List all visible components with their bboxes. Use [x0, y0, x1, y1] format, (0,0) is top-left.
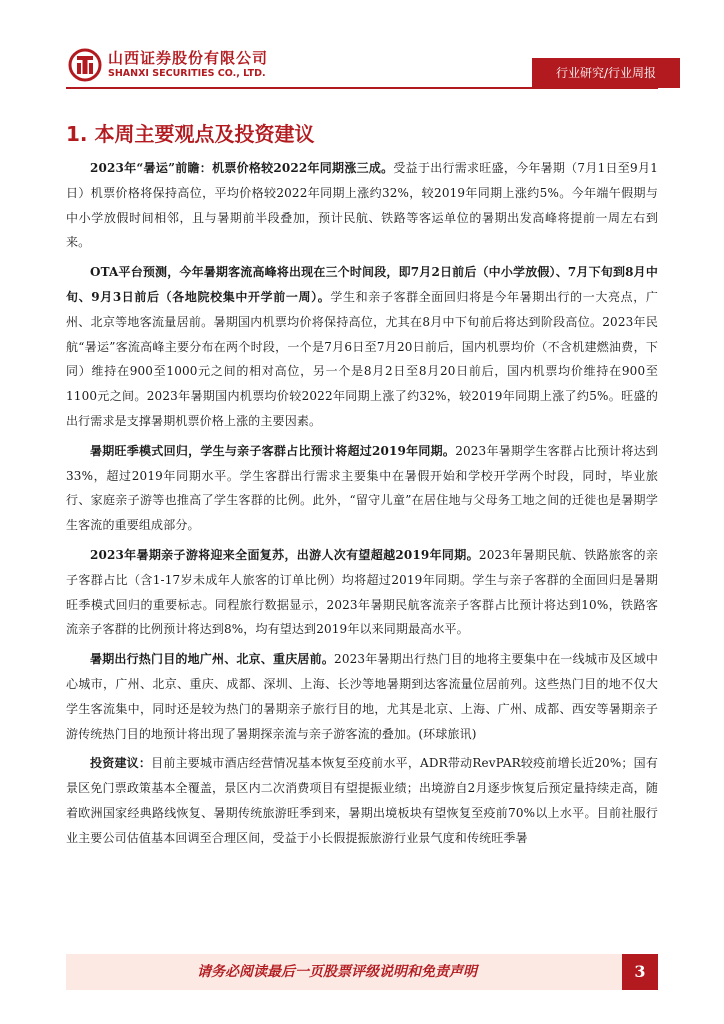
paragraph — [66, 543, 658, 642]
paragraph-text: 2023年暑期学生客群占比预计将达到33%，超过2019年同期水平。学生客群出行需求主要集中在暑假开始和学校开学两个时段，同时，毕业旅行、家庭亲子游等也推高了学生客群的比例。此外，“留守儿童”在居住地与父母务工地之间的迁徙也是暑期学生客流的重要组成部分。 — [66, 443, 658, 533]
header-divider — [66, 87, 658, 89]
company-name — [108, 49, 268, 81]
page-number: 3 — [622, 954, 658, 990]
paragraph-lead: 暑期出行热门目的地广州、北京、重庆居前。 — [90, 652, 335, 667]
paragraph-lead: 投资建议： — [90, 756, 152, 771]
paragraph — [66, 260, 658, 434]
company-name-cn: 山西证券股份有限公司 — [108, 49, 269, 67]
paragraph-lead: 暑期旺季模式回归，学生与亲子客群占比预计将超过2019年同期。 — [90, 443, 456, 458]
paragraph-lead: OTA平台预测，今年暑期客流高峰将出现在三个时间段，即7月2日前后（中小学放假）、7月下旬到8月中旬、9月3日前后（各地院校集中开学前一周）。 — [66, 265, 658, 304]
paragraph — [66, 647, 658, 746]
paragraph — [66, 439, 658, 538]
paragraph-lead: 2023年“暑运”前瞻：机票价格较2022年同期涨三成。 — [90, 161, 394, 175]
footer-bar — [66, 954, 658, 990]
paragraph-text: 2023年暑期民航、铁路旅客的亲子客群占比（含1-17岁未成年人旅客的订单比例）均将超过2019年同期。学生与亲子客群的全面回归是暑期旺季模式回归的重要标志。同程旅行数据显示，2023年暑期民航客流亲子客群占比预计将达到10%，铁路客流亲子客群的比例预计将达到8%，均有望达到2019年以来同期最高水平。 — [66, 547, 658, 637]
section-title: 1. 本周主要观点及投资建议 — [66, 122, 315, 146]
paragraph-text: 学生和亲子客群全面回归将是今年暑期出行的一大亮点，广州、北京等地客流量居前。暑期国内机票均价将保持高位，尤其在8月中下旬前后将达到阶段高位。2023年民航“暑运”客流高峰主要分布在两个时段，一个是7月6日至7月20日前后，国内机票均价（不含机建燃油费，下同）维持在900至1000元之间的相对高位，另一个是8月2日至8月20日前后，国内机票均价维持在900至1100元之间。2023年暑期国内机票均价较2022年同期上涨了约32%，较2019年同期上涨了约5%。旺盛的出行需求是支撑暑期机票价格上涨的主要因素。 — [66, 289, 658, 428]
paragraph — [66, 156, 658, 255]
paragraph-text: 受益于出行需求旺盛，今年暑期（7月1日至9月1日）机票价格将保持高位，平均价格较2022年同期上涨约32%，较2019年同期上涨约5%。今年端午假期与中小学放假时间相邻，且与暑期前半段叠加，预计民航、铁路等客运单位的暑期出发高峰将提前一周左右到来。 — [66, 161, 658, 250]
report-type-badge: 行业研究/行业周报 — [532, 58, 680, 88]
company-logo-icon — [68, 48, 102, 82]
company-name-en: SHANXI SECURITIES CO., LTD. — [108, 68, 266, 79]
paragraph-lead: 2023年暑期亲子游将迎来全面复苏，出游人次有望超越2019年同期。 — [90, 547, 479, 562]
paragraph-text: 目前主要城市酒店经营情况基本恢复至疫前水平，ADR带动RevPAR较疫前增长近20%；国有景区免门票政策基本全覆盖，景区内二次消费项目有望提振业绩；出境游自2月逐步恢复后预定量持续走高，随着欧洲国家经典路线恢复、暑期传统旅游旺季到来，暑期出境板块有望恢复至疫前70%以上水平。目前社服行业主要公司估值基本回调至合理区间，受益于小长假提振旅游行业景气度和传统旺季暑 — [66, 756, 658, 845]
paragraph-text: 2023年暑期出行热门目的地将主要集中在一线城市及区域中心城市，广州、北京、重庆、成都、深圳、上海、长沙等地暑期到达客流量位居前列。这些热门目的地不仅大学生客流集中，同时还是较为热门的暑期亲子旅行目的地，尤其是北京、上海、广州、成都、西安等暑期亲子游传统热门目的地预计将出现了暑期探亲流与亲子游客流的叠加。(环球旅讯) — [66, 652, 658, 741]
report-body — [66, 156, 658, 856]
paragraph — [66, 751, 658, 850]
footer-disclaimer: 请务必阅读最后一页股票评级说明和免责声明 — [197, 964, 477, 980]
